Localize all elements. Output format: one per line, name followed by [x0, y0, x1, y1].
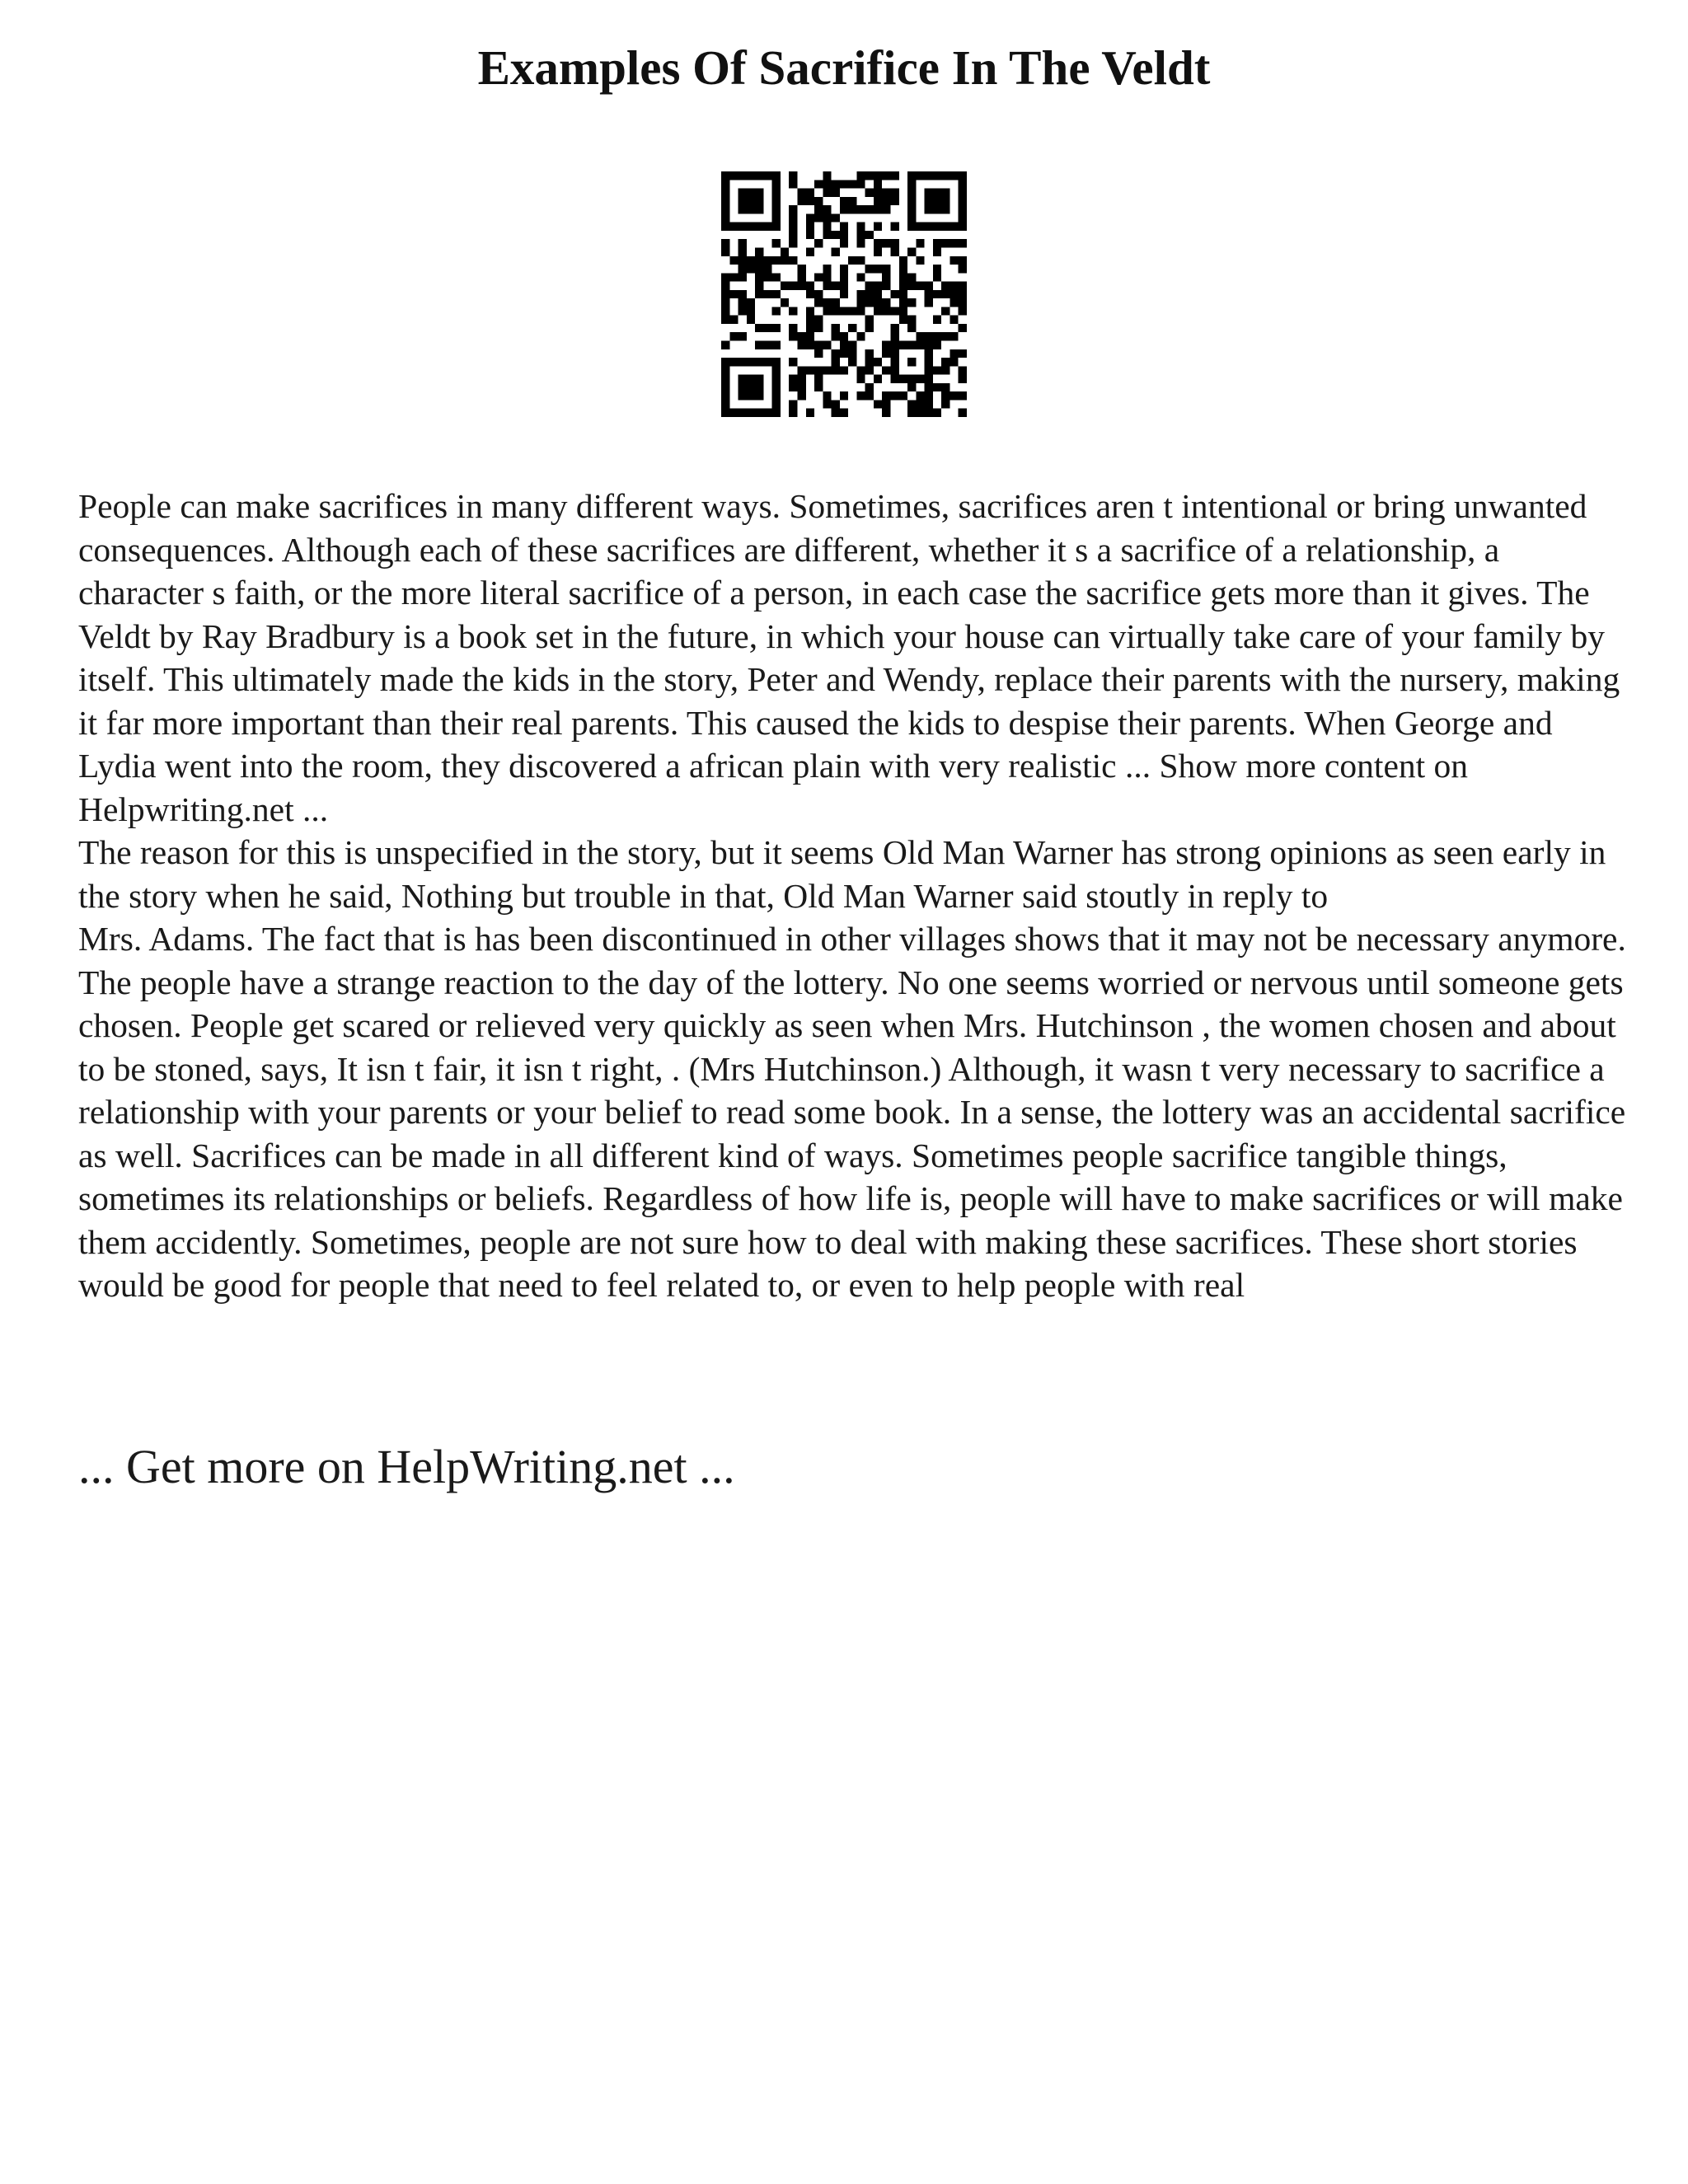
article-body [78, 485, 1628, 1307]
body-paragraph: Mrs. Adams. The fact that is has been discontinued in other villages shows that it may not be necessary anymore. The people have a strange reaction to the day of the lottery. No one seems worried or nervous until someone gets chosen. People get scared or relieved very quickly as seen when Mrs. Hutchinson , the women chosen and about to be stoned, says, It isn t fair, it isn t right, . (Mrs Hutchinson.) Although, it wasn t very necessary to sacrifice a relationship with your parents or your belief to read some book. In a sense, the lottery was an accidental sacrifice as well. Sacrifices can be made in all different kind of ways. Sometimes people sacrifice tangible things, sometimes its relationships or beliefs. Regardless of how life is, people will have to make sacrifices or will make them accidently. Sometimes, people are not sure how to deal with making these sacrifices. These short stories would be good for people that need to feel related to, or even to help people with real [78, 920, 1626, 1304]
page-title: Examples Of Sacrifice In The Veldt [477, 40, 1211, 95]
body-paragraph: The reason for this is unspecified in the story, but it seems Old Man Warner has strong opinions as seen early in the story when he said, Nothing but trouble in that, Old Man Warner said stoutly in reply to [78, 833, 1606, 915]
body-paragraph: People can make sacrifices in many different ways. Sometimes, sacrifices aren t intentional or bring unwanted consequences. Although each of these sacrifices are different, whether it s a sacrifice of a relationship, a character s faith, or the more literal sacrifice of a person, in each case the sacrifice gets more than it gives. The Veldt by Ray Bradbury is a book set in the future, in which your house can virtually take care of your family by itself. This ultimately made the kids in the story, Peter and Wendy, replace their parents with the nursery, making it far more important than their real parents. This caused the kids to despise their parents. When George and Lydia went into the room, they discovered a african plain with very realistic ... Show more content on Helpwriting.net ... [78, 487, 1620, 828]
qr-code-icon [721, 171, 967, 417]
get-more-link[interactable]: ... Get more on HelpWriting.net ... [78, 1440, 735, 1493]
